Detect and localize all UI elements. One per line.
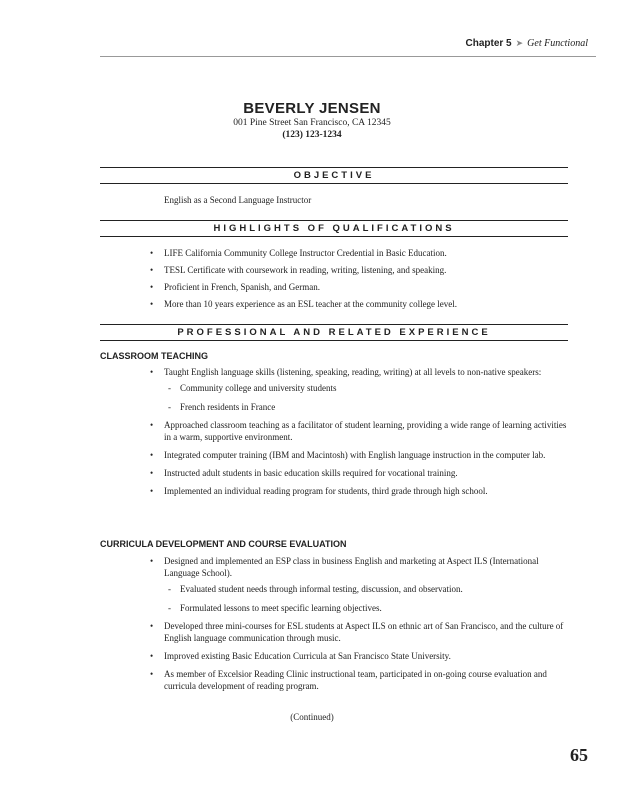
- experience-heading-bar: [100, 324, 568, 341]
- list-item: • LIFE California Community College Instructor Credential in Basic Education.: [150, 248, 447, 258]
- list-item: - Formulated lessons to meet specific learning objectives.: [168, 603, 382, 613]
- teaching-list: [148, 366, 568, 497]
- objective-text: English as a Second Language Instructor: [164, 195, 312, 205]
- list-item: • Designed and implemented an ESP class in business English and marketing at Aspect ILS (International Language School). - Evaluated student needs through informal testing, discussion, and observation. - Formulated lessons to meet specific learning objectives.: [148, 555, 568, 614]
- curricula-list: [148, 555, 568, 692]
- teaching-subheading: CLASSROOM TEACHING: [100, 351, 208, 361]
- list-item: • Integrated computer training (IBM and Macintosh) with English language instruction in the computer lab.: [150, 450, 546, 460]
- list-item: • Proficient in French, Spanish, and German.: [150, 282, 320, 292]
- highlights-heading: HIGHLIGHTS OF QUALIFICATIONS: [213, 223, 455, 234]
- page-number: 65: [570, 745, 588, 765]
- chapter-title: Get Functional: [527, 38, 588, 49]
- list-item: • Taught English language skills (listening, speaking, reading, writing) at all levels to non-native speakers: - Community college and university students - French residents in France: [148, 366, 568, 413]
- curricula-subheading: CURRICULA DEVELOPMENT AND COURSE EVALUATION: [100, 539, 347, 549]
- list-item: - French residents in France: [168, 402, 276, 412]
- list-item: • TESL Certificate with coursework in reading, writing, listening, and speaking.: [150, 265, 447, 275]
- experience-heading: PROFESSIONAL AND RELATED EXPERIENCE: [177, 327, 491, 338]
- curricula-sublist: [164, 583, 568, 614]
- objective-heading: OBJECTIVE: [293, 170, 375, 181]
- arrow-icon: ➤: [515, 38, 524, 48]
- resume-phone: (123) 123-1234: [282, 130, 342, 140]
- teaching-sublist: [164, 382, 568, 413]
- list-item: • As member of Excelsior Reading Clinic instructional team, participated in on-going course evaluation and curricula development of reading program.: [150, 669, 547, 691]
- list-item: - Community college and university students: [168, 383, 337, 393]
- list-item: • Implemented an individual reading program for students, third grade through high school.: [150, 486, 488, 496]
- list-item: • Developed three mini-courses for ESL students at Aspect ILS on ethnic art of San Francisco, and the culture of English language communication through music.: [150, 621, 564, 643]
- continued-note: (Continued): [290, 712, 334, 722]
- resume-address: 001 Pine Street San Francisco, CA 12345: [233, 118, 391, 128]
- highlights-heading-bar: [100, 220, 568, 237]
- chapter-label: Chapter 5: [465, 38, 512, 49]
- header-rule: [100, 56, 596, 57]
- resume-name: BEVERLY JENSEN: [243, 100, 381, 117]
- list-item: • Improved existing Basic Education Curricula at San Francisco State University.: [150, 651, 451, 661]
- highlights-list: [148, 247, 568, 310]
- running-header: [466, 38, 589, 49]
- list-item: • More than 10 years experience as an ESL teacher at the community college level.: [150, 299, 458, 309]
- list-item: • Instructed adult students in basic education skills required for vocational training.: [150, 468, 458, 478]
- list-item: - Evaluated student needs through informal testing, discussion, and observation.: [168, 584, 463, 594]
- list-item: • Approached classroom teaching as a facilitator of student learning, providing a wide range of learning activities in a warm, supportive environment.: [150, 420, 567, 442]
- objective-heading-bar: [100, 167, 568, 184]
